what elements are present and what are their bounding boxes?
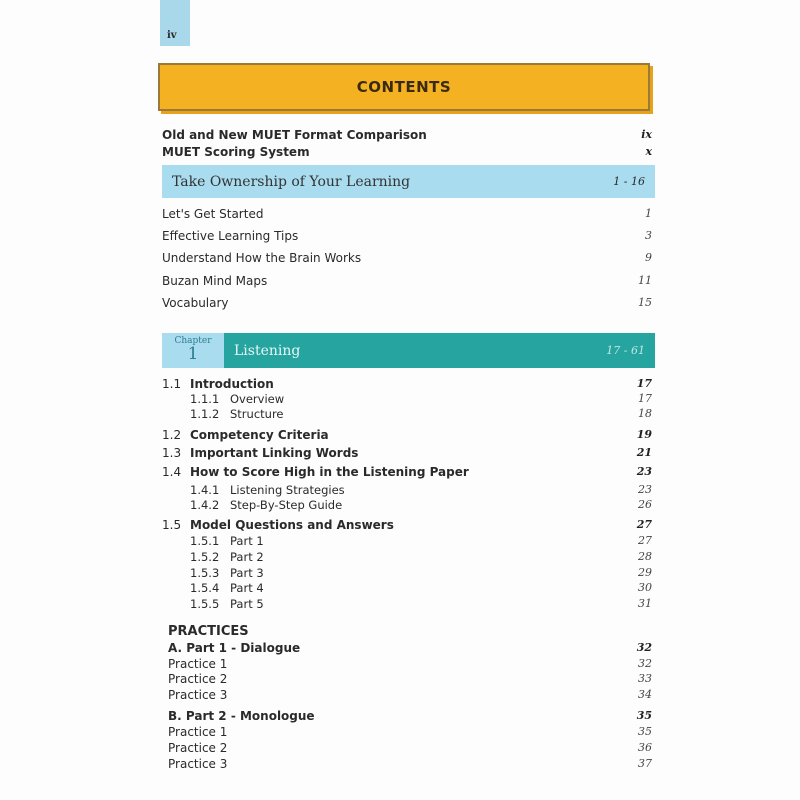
- toc-entry[interactable]: [168, 756, 652, 772]
- entry-title: Step-By-Step Guide: [230, 498, 343, 512]
- entry-page: 17: [636, 377, 652, 390]
- toc-entry[interactable]: [162, 406, 652, 422]
- toc-entry[interactable]: [168, 724, 652, 740]
- entry-page: 28: [638, 550, 652, 563]
- entry-number: 1.4.1: [190, 483, 220, 497]
- section-band-intro[interactable]: [162, 165, 655, 198]
- entry-number: 1.5.1: [190, 534, 220, 548]
- chapter-label: Chapter: [174, 336, 212, 346]
- entry-title: Let's Get Started: [162, 207, 264, 221]
- toc-entry[interactable]: [162, 596, 652, 612]
- entry-number: 1.5.2: [190, 550, 220, 564]
- entry-title: Practice 3: [168, 688, 228, 702]
- toc-entry[interactable]: [162, 427, 652, 443]
- entry-page: 19: [636, 428, 652, 441]
- entry-title: Practice 1: [168, 725, 228, 739]
- entry-page: 35: [636, 709, 652, 722]
- toc-entry[interactable]: [168, 624, 652, 640]
- entry-title: B. Part 2 - Monologue: [168, 709, 315, 723]
- entry-page: 26: [638, 498, 652, 511]
- entry-number: 1.5: [162, 518, 182, 532]
- entry-number: 1.3: [162, 446, 182, 460]
- toc-entry[interactable]: [162, 580, 652, 596]
- entry-title: Competency Criteria: [190, 428, 329, 442]
- toc-entry[interactable]: [168, 671, 652, 687]
- entry-page: 33: [638, 672, 652, 685]
- entry-number: 1.1.2: [190, 407, 220, 421]
- entry-page: 32: [636, 641, 652, 654]
- toc-entry[interactable]: [168, 656, 652, 672]
- toc-entry[interactable]: [162, 295, 652, 311]
- entry-number: 1.2: [162, 428, 182, 442]
- entry-title: Practice 2: [168, 672, 228, 686]
- section-pages: 1 - 16: [613, 175, 645, 188]
- toc-entry[interactable]: [162, 127, 652, 143]
- entry-page: 37: [638, 757, 652, 770]
- entry-page: 9: [645, 251, 652, 264]
- entry-page: 18: [638, 407, 652, 420]
- entry-page: 3: [645, 229, 652, 242]
- entry-title: Model Questions and Answers: [190, 518, 394, 532]
- entry-title: Part 4: [230, 581, 264, 595]
- toc-entry[interactable]: [162, 391, 652, 407]
- toc-entry[interactable]: [162, 144, 652, 160]
- entry-number: 1.4.2: [190, 498, 220, 512]
- entry-page: 17: [638, 392, 652, 405]
- entry-page: 31: [638, 597, 652, 610]
- toc-entry[interactable]: [168, 640, 652, 656]
- entry-page: 34: [638, 688, 652, 701]
- entry-title: Overview: [230, 392, 285, 406]
- entry-page: 32: [638, 657, 652, 670]
- toc-entry[interactable]: [162, 533, 652, 549]
- toc-entry[interactable]: [168, 740, 652, 756]
- entry-title: Structure: [230, 407, 284, 421]
- entry-title: Part 5: [230, 597, 264, 611]
- entry-title: Listening Strategies: [230, 483, 345, 497]
- entry-page: 36: [638, 741, 652, 754]
- entry-page: 1: [645, 207, 652, 220]
- toc-entry[interactable]: [162, 482, 652, 498]
- entry-page: 27: [636, 518, 652, 531]
- entry-title: Buzan Mind Maps: [162, 274, 268, 288]
- contents-banner: [158, 63, 650, 111]
- entry-title: Practice 1: [168, 657, 228, 671]
- toc-entry[interactable]: [168, 687, 652, 703]
- page-number: iv: [167, 30, 177, 41]
- entry-number: 1.5.5: [190, 597, 220, 611]
- chapter-number: 1: [187, 344, 199, 364]
- entry-title: Practice 3: [168, 757, 228, 771]
- entry-title: MUET Scoring System: [162, 145, 310, 159]
- toc-entry[interactable]: [162, 549, 652, 565]
- entry-page: 15: [638, 296, 652, 309]
- entry-number: 1.1: [162, 377, 182, 391]
- toc-entry[interactable]: [162, 445, 652, 461]
- entry-title: Vocabulary: [162, 296, 229, 310]
- toc-entry[interactable]: [162, 497, 652, 513]
- entry-page: 21: [636, 446, 652, 459]
- entry-page: 11: [638, 274, 652, 287]
- entry-page: 29: [638, 566, 652, 579]
- entry-title: Introduction: [190, 377, 274, 391]
- chapter-title: Listening: [234, 342, 301, 359]
- entry-title: PRACTICES: [168, 624, 249, 639]
- toc-entry[interactable]: [162, 206, 652, 222]
- entry-page: 30: [638, 581, 652, 594]
- toc-entry[interactable]: [168, 708, 652, 724]
- chapter-band[interactable]: [162, 333, 655, 368]
- entry-page: 23: [636, 465, 652, 478]
- toc-entry[interactable]: [162, 565, 652, 581]
- entry-title: Practice 2: [168, 741, 228, 755]
- entry-page: 27: [638, 534, 652, 547]
- chapter-number-box: [162, 333, 224, 368]
- entry-page: ix: [641, 128, 652, 141]
- entry-title: How to Score High in the Listening Paper: [190, 465, 469, 479]
- entry-title: Important Linking Words: [190, 446, 359, 460]
- entry-title: Part 2: [230, 550, 264, 564]
- entry-page: 35: [638, 725, 652, 738]
- entry-number: 1.1.1: [190, 392, 220, 406]
- toc-entry[interactable]: [162, 228, 652, 244]
- section-title: Take Ownership of Your Learning: [172, 173, 411, 190]
- entry-number: 1.5.3: [190, 566, 220, 580]
- entry-title: Effective Learning Tips: [162, 229, 299, 243]
- entry-page: x: [645, 145, 652, 158]
- toc-entry[interactable]: [162, 273, 652, 289]
- entry-title: Old and New MUET Format Comparison: [162, 128, 427, 142]
- page-title: CONTENTS: [356, 78, 452, 96]
- toc-entry[interactable]: [162, 517, 652, 533]
- entry-title: Understand How the Brain Works: [162, 251, 362, 265]
- entry-page: 23: [638, 483, 652, 496]
- entry-number: 1.4: [162, 465, 182, 479]
- entry-number: 1.5.4: [190, 581, 220, 595]
- toc-entry[interactable]: [162, 464, 652, 480]
- toc-entry[interactable]: [162, 376, 652, 392]
- entry-title: A. Part 1 - Dialogue: [168, 641, 301, 655]
- page-number-tab: [160, 0, 190, 46]
- toc-entry[interactable]: [162, 250, 652, 266]
- entry-title: Part 3: [230, 566, 264, 580]
- entry-title: Part 1: [230, 534, 264, 548]
- chapter-pages: 17 - 61: [606, 344, 645, 357]
